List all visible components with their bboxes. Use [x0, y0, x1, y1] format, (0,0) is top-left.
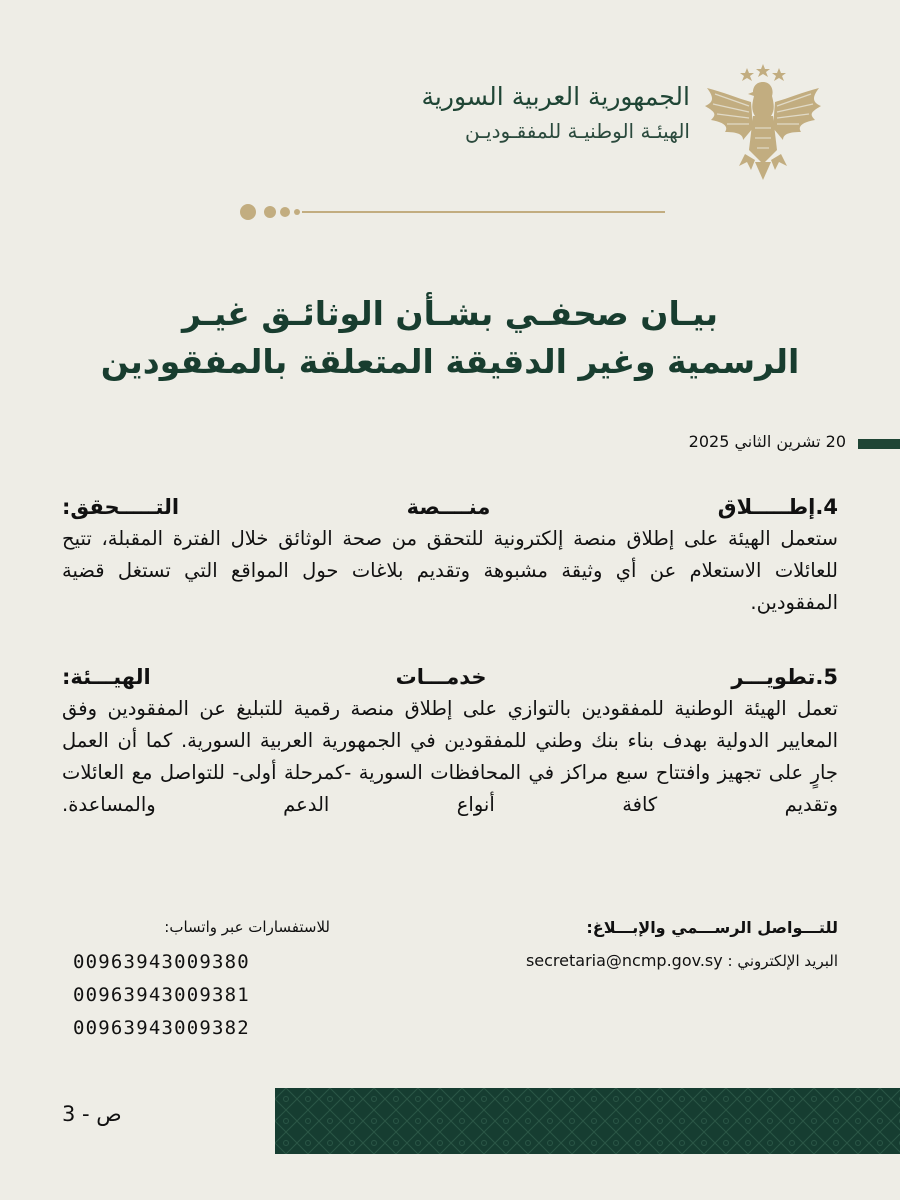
whatsapp-number[interactable]: 00963943009382: [73, 1017, 250, 1039]
divider-dot-icon: [280, 207, 290, 217]
title-line-2: الرسمية وغير الدقيقة المتعلقة بالمفقودين: [100, 342, 800, 381]
title-line-1: بيـان صحفـي بشـأن الوثائـق غيـر: [182, 294, 718, 333]
section-body: ستعمل الهيئة على إطلاق منصة إلكترونية للتحقق من صحة الوثائق خلال الفترة المقبلة، تتيح للعائلات الاستعلام عن أي وثيقة مشبوهة وتقديم بلاغات حول المواقع التي تستغل قضية المفقودين.: [62, 527, 838, 614]
section-heading: 4.إطـــــلاق منــــصة التـــــحقق:: [62, 495, 838, 519]
statement-date: 20 تشرين الثاني 2025: [688, 432, 846, 451]
whatsapp-number[interactable]: 00963943009380: [73, 951, 250, 973]
contact-heading: للتـــواصل الرســـمي والإبـــلاغ:: [586, 918, 838, 937]
date-accent-bar: [858, 439, 900, 449]
section-heading: 5.تطويـــر خدمـــات الهيـــئة:: [62, 665, 838, 689]
divider-flower-icon: [240, 204, 256, 220]
footer-pattern-band: [275, 1088, 900, 1154]
whatsapp-number[interactable]: 00963943009381: [73, 984, 250, 1006]
section-verification-platform: [62, 495, 838, 619]
section-services-development: [62, 665, 838, 821]
email-row: [458, 951, 838, 970]
email-label: البريد الإلكتروني :: [727, 952, 838, 970]
date-row: [0, 432, 900, 456]
footer-pattern-icon: [275, 1088, 900, 1154]
eagle-emblem-icon: [685, 58, 835, 188]
divider-dot-icon: [294, 209, 300, 215]
section-body: تعمل الهيئة الوطنية للمفقودين بالتوازي على إطلاق منصة رقمية للتبليغ عن المفقودين وفق المعايير الدولية بهدف بناء بنك وطني للمفقودين في الجمهورية العربية السورية. كما أن العمل جارٍ على تجهيز وافتتاح سبع مراكز في المحافظات السورية -كمرحلة أولى- للتواصل مع العائلات وتقديم كافة أنواع الدعم والمساعدة.: [62, 697, 838, 816]
country-name: الجمهورية العربية السورية: [421, 82, 690, 111]
whatsapp-inquiries: [70, 918, 330, 1045]
email-link[interactable]: secretaria@ncmp.gov.sy: [525, 951, 723, 970]
page-number: ص - 3: [62, 1102, 122, 1126]
whatsapp-heading: للاستفسارات عبر واتساب:: [164, 918, 330, 936]
letterhead: [290, 60, 690, 143]
divider-dot-icon: [264, 206, 276, 218]
divider-line: [302, 211, 665, 213]
ornamental-divider: [240, 204, 665, 220]
statement-title: [60, 290, 840, 386]
agency-name: الهيئـة الوطنيـة للمفقـوديـن: [464, 119, 690, 143]
official-contact: [458, 918, 838, 970]
